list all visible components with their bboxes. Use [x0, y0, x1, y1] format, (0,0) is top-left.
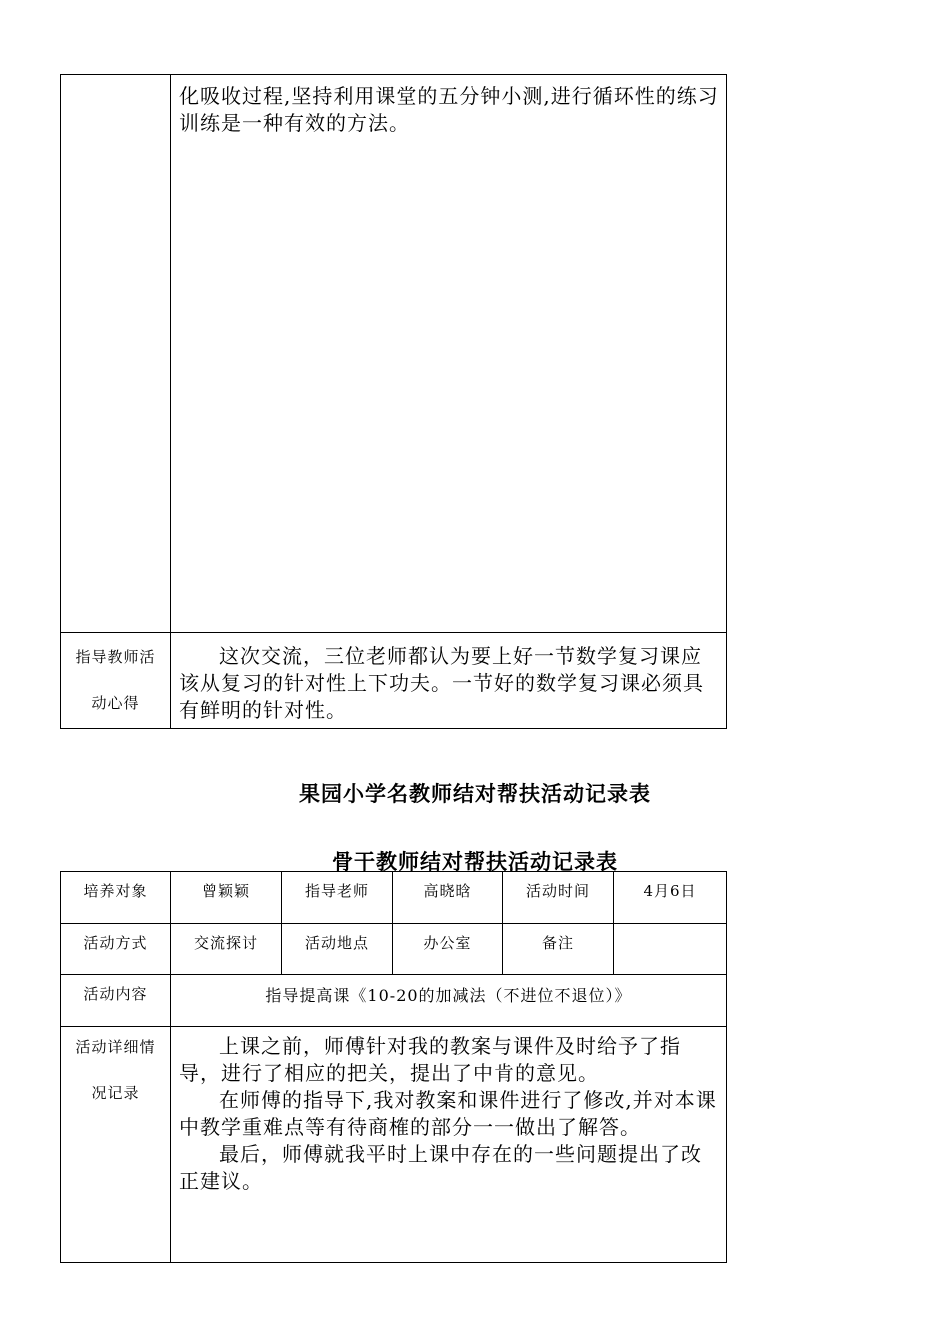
- table-row: [61, 975, 727, 1027]
- label-line: 指导教师活: [75, 648, 156, 666]
- empty-label-cell: [61, 75, 171, 633]
- table-row: [61, 1027, 727, 1263]
- activity-date: 4月6日: [614, 872, 727, 924]
- detail-record-label: [61, 1027, 171, 1263]
- reflection-text-cell: [171, 75, 727, 633]
- detail-paragraph: 最后，师傅就我平时上课中存在的一些问题提出了改正建议。: [179, 1142, 702, 1193]
- activity-content: 指导提高课《10-20的加减法（不进位不退位）》: [171, 975, 727, 1027]
- mentor-activity-text: 这次交流，三位老师都认为要上好一节数学复习课应该从复习的针对性上下功夫。一节好的数学复习课必须具有鲜明的针对性。: [179, 644, 704, 722]
- detail-paragraph: 在师傅的指导下,我对教案和课件进行了修改,并对本课中教学重难点等有待商榷的部分一一做出了解答。: [179, 1088, 717, 1139]
- header-cell-location: 活动地点: [282, 924, 393, 975]
- detail-paragraph: 上课之前，师傅针对我的教案与课件及时给予了指导，进行了相应的把关，提出了中肯的意见。: [179, 1034, 681, 1085]
- table-row: [61, 872, 727, 924]
- mentor-activity-text-cell: [171, 633, 727, 729]
- activity-location: 办公室: [393, 924, 503, 975]
- activity-record-table: [60, 871, 727, 1263]
- header-cell-time: 活动时间: [503, 872, 614, 924]
- mentor-activity-label: [61, 633, 171, 729]
- header-cell-notes: 备注: [503, 924, 614, 975]
- trainee-name: 曾颖颖: [171, 872, 282, 924]
- header-cell-content: 活动内容: [61, 975, 171, 1027]
- table-row: [61, 633, 727, 729]
- header-cell-trainee: 培养对象: [61, 872, 171, 924]
- activity-method: 交流探讨: [171, 924, 282, 975]
- mentor-name: 高晓晗: [393, 872, 503, 924]
- record-table-continued: [60, 74, 727, 729]
- table-row: [61, 924, 727, 975]
- table-row: [61, 75, 727, 633]
- header-cell-mentor: 指导老师: [282, 872, 393, 924]
- label-line: 动心得: [91, 694, 140, 712]
- notes-value: [614, 924, 727, 975]
- header-cell-method: 活动方式: [61, 924, 171, 975]
- page-subtitle: 骨干教师结对帮扶活动记录表: [332, 849, 618, 874]
- page-title: 果园小学名教师结对帮扶活动记录表: [299, 781, 651, 806]
- label-line: 况记录: [91, 1084, 140, 1102]
- reflection-text: 化吸收过程,坚持利用课堂的五分钟小测,进行循环性的练习训练是一种有效的方法。: [179, 84, 719, 135]
- label-line: 活动详细情: [75, 1038, 156, 1056]
- detail-record-cell: [171, 1027, 727, 1263]
